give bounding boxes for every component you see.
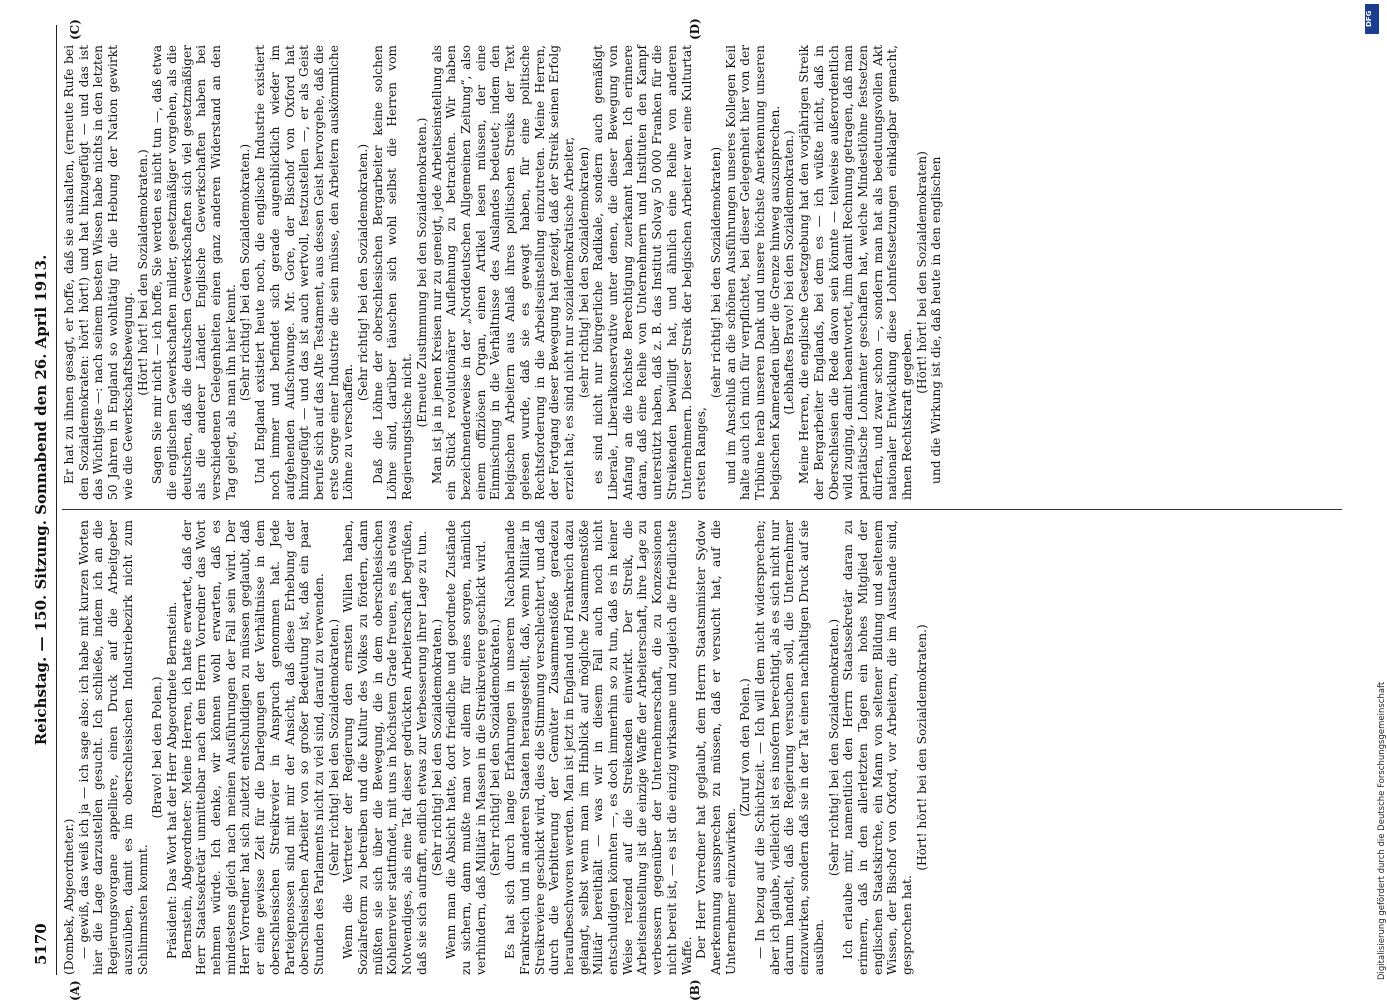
column-divider xyxy=(62,509,1342,510)
paragraph: — In bezug auf die Schichtzeit. — Ich will dem nicht widersprechen; aber ich glaube, vielleicht ist es insofern berechtigt, als es sich nicht nur darum handelt, daß die Regierung versuchen soll, die Unternehmer einzuwirken, sondern daß sie in der Tat einen nachhaltigen Druck auf sie ausüben. xyxy=(753,520,827,975)
margin-mark-b: (B) xyxy=(688,980,702,1001)
paragraph: und die Wirkung ist die, daß heute in den englischen xyxy=(929,45,944,500)
paragraph: Bernstein, Abgeordneter: Meine Herren, ich hatte erwartet, daß der Herr Staatssekretär unmittelbar nach dem Herrn Vorredner das Wort nehmen würde. Ich denke, wir können wohl erwarten, daß es mindestens gleich nach meinen Ausführungen der Fall sein wird. Der Herr Vorredner hat sich zuletzt entschuldigen zu müssen geglaubt, daß er eine gewisse Zeit für die Darlegungen der Verhältnisse in dem oberschlesischen Streikrevier in Anspruch genommen hat. Jede Parteigenossen sind mit mir der Ansicht, daß diese Erhebung der oberschlesischen Arbeiter von so großer Bedeutung ist, daß ein paar Stunden des Parlaments nicht zu viel sind, darauf zu verwenden. xyxy=(180,520,327,975)
header-rule xyxy=(56,25,57,975)
paragraph: Ich erlaube mir, namentlich den Herrn Staatssekretär daran zu erinnern, daß in den allerletzten Tagen ein hohes Mitglied der englischen Staatskirche, ein Mann von seltener Bildung und seltenem Wissen, der Bischof von Oxford, vor Arbeitern, die im Ausstande sind, gesprochen hat. xyxy=(841,520,915,975)
paragraph: Er hat zu ihnen gesagt, er hoffe, daß sie aushalten, (erneute Rufe bei den Sozialdemokraten: hört! hört!) und hat hinzugefügt — und das ist das Wichtigste —: nach seinem besten Wissen habe nichts in den letzten 50 Jahren in England so wohltätig für die Hebung der Nation gewirkt wie die Gewerkschaftsbewegung. xyxy=(62,45,136,500)
margin-mark-c: (C) xyxy=(68,19,82,40)
paragraph: und im Anschluß an die schönen Ausführungen unseres Kollegen Keil halte auch ich mich für verpflichtet, bei dieser Gelegenheit hier von der Tribüne herab unseren Dank und unsere höchste Anerkennung unseren belgischen Kameraden über die Grenze hinweg auszusprechen. xyxy=(724,45,783,500)
interjection: (Sehr richtig! bei den Sozialdemokraten.) xyxy=(827,520,842,975)
paragraph: Wenn man die Absicht hatte, dort friedliche und geordnete Zustände zu sichern, dann mußte man vor allem für eines sorgen, nämlich verhindern, daß Militär in Massen in die Streikreviere geschickt wird. xyxy=(444,520,488,975)
interjection: (Zuruf von den Polen.) xyxy=(738,520,753,975)
rotated-document xyxy=(28,25,1358,975)
dfg-logo: DFG xyxy=(1365,4,1379,34)
interjection: (sehr richtig! bei den Sozialdemokraten) xyxy=(577,45,592,500)
margin-mark-a: (A) xyxy=(68,980,82,1001)
interjection: (Sehr richtig! bei den Sozialdemokraten.) xyxy=(238,45,253,500)
interjection: (Erneute Zustimmung bei den Sozialdemokraten.) xyxy=(415,45,430,500)
paragraph: Es hat sich durch lange Erfahrungen in unserem Nachbarlande Frankreich und in anderen Staaten herausgestellt, daß, wenn Militär in Streikreviere geschickt wird, dies die Stimmung verschlechtert, und daß durch die Verbitterung der Gemüter Zusammenstöße geradezu heraufbeschworen werden. Man ist jetzt in England und Frankreich dazu gelangt, selbst wenn man im Hinblick auf mögliche Zusammenstöße Militär bereithält — was wir in diesem Fall auch noch nicht entschuldigen könnten —, es doch immerhin so zu tun, daß es in keiner Weise reizend auf die Streikenden einwirkt. Der Streik, die Arbeitseinstellung ist die einzige Waffe der Arbeiterschaft, ihre Lage zu verbessern gegenüber der Unternehmerschaft, die zu Konzessionen nicht bereit ist, — es ist die einzig wirksame und zugleich die friedlichste Waffe. xyxy=(503,520,694,975)
paragraph: Und England existiert heute noch, die englische Industrie existiert noch immer und befindet sich gerade augenblicklich wieder im aufgehenden Aufschwunge. Mr. Gore, der Bischof von Oxford hat hinzugefügt — und das ist auch wertvoll, festzustellen —, er als Geist berufe sich auf das Alte Testament, aus dessen Geist hervorgehe, daß die erste Sorge einer Industrie die sein müsse, den Arbeitern auskömmliche Löhne zu verschaffen. xyxy=(253,45,356,500)
paragraph: (Dombek, Abgeordneter.) xyxy=(62,520,77,975)
paragraph: Sagen Sie mir nicht — ich hoffe, Sie werden es nicht tun —, daß etwa die englischen Gewerkschaften milder, gesetzmäßiger vorgehen, als die deutschen, daß die deutschen Gewerkschaften sich viel gesetzmäßiger als die anderer Länder. Englische Gewerkschaften haben bei verschiedenen Gelegenheiten einen ganz anderen Widerstand an den Tag gelegt, als man ihn hier kennt. xyxy=(150,45,238,500)
interjection: (sehr richtig! bei den Sozialdemokraten) xyxy=(709,45,724,500)
paragraph: Daß die Löhne der oberschlesischen Bergarbeiter keine solchen Löhne sind, darüber täuschen sich wohl selbst die Herren vom Regierungstische nicht. xyxy=(371,45,415,500)
margin-mark-d: (D) xyxy=(688,18,702,40)
interjection: (Sehr richtig! bei den Sozialdemokraten.) xyxy=(356,45,371,500)
page-title: Reichstag. — 150. Sitzung. Sonnabend den 26. April 1913. xyxy=(32,35,50,965)
paragraph: Meine Herren, die englische Gesetzgebung hat den vorjährigen Streik der Bergarbeiter Englands, bei dem es — ich wüßte nicht, daß in Oberschlesien die Rede davon sein könnte — teilweise außerordentlich wild zuging, damit beantwortet, ihm damit Rechnung getragen, daß man paritätische Lohnämter geschaffen hat, welche Mindestlöhne festsetzen dürfen, und zwar schon —, sondern man hat als bedeutungsvollen Akt nationaler Entwicklung diese Lohnfestsetzungen einklagbar gemacht, ihnen Rechtskraft gegeben. xyxy=(797,45,915,500)
digitization-credit: Digitalisierung gefördert durch die Deutsche Forschungsgemeinschaft xyxy=(1377,0,1387,980)
paragraph: Man ist ja in jenen Kreisen nur zu geneigt, jede Arbeitseinstellung als ein Stück revolutionärer Auflehnung zu betrachten. Wir haben bezeichnenderweise in der „Norddeutschen Allgemeinen Zeitung“, also einem offiziösen Organ, einen Artikel lesen müssen, der eine Einmischung in die Verhältnisse des Auslandes bedeutet; indem den belgischen Arbeitern aus Anlaß ihres politischen Streiks der Text gelesen wurde, daß sie es gewagt haben, für eine politische Rechtsforderung in die Arbeitseinstellung einzutreten. Meine Herren, der Fortgang dieser Bewegung hat gezeigt, daß der Streik seinen Erfolg erzielt hat; es sind nicht nur sozialdemokratische Arbeiter, xyxy=(430,45,577,500)
interjection: (Sehr richtig! bei den Sozialdemokraten.) xyxy=(488,520,503,975)
interjection: (Bravo! bei den Polen.) xyxy=(150,520,165,975)
interjection: (Hört! hört! bei den Sozialdemokraten.) xyxy=(136,45,151,500)
page-number: 5170 xyxy=(32,923,50,965)
paragraph: Präsident: Das Wort hat der Herr Abgeordnete Bernstein. xyxy=(165,520,180,975)
page-header xyxy=(28,35,54,965)
interjection: (Sehr richtig! bei den Sozialdemokraten.) xyxy=(430,520,445,975)
paragraph: — gewiß, das weiß ich ja — ich sage also: ich habe mit kurzen Worten hier die Lage darzustellen gesucht. Ich schließe, indem ich an die Regierungsvorgane appelliere, einen Druck auf die Arbeitgeber auszuüben, damit es im oberschlesischen Industriebezirk nicht zum Schlimmsten kommt. xyxy=(77,520,151,975)
interjection: (Hört! hört! bei den Sozialdemokraten) xyxy=(915,45,930,500)
right-column xyxy=(62,45,944,500)
paragraph: es sind nicht nur bürgerliche Radikale, sondern auch gemäßigt Liberale, Liberalkonservative unter denen, die dieser Bewegung von Anfang an die höchste Berechtigung zuerkannt haben. Ich erinnere daran, daß eine Reihe von Unternehmern und Instituten den Kampf unterstützt haben, daß z. B. das Institut Solvay 50 000 Franken für die Streikenden bewilligt hat, und ähnlich eine Reihe von anderen Unternehmern. Dieser Streik der belgischen Arbeiter war eine Kulturtat ersten Ranges, xyxy=(591,45,709,500)
credit-sidebar xyxy=(1363,10,1377,990)
paragraph: Der Herr Vorredner hat geglaubt, dem Herrn Staatsminister Sydow Anerkennung aussprechen zu müssen, daß er versucht hat, auf die Unternehmer einzuwirken. xyxy=(694,520,738,975)
interjection: (Lebhaftes Bravo! bei den Sozialdemokraten.) xyxy=(782,45,797,500)
left-column xyxy=(62,520,929,975)
interjection: (Sehr richtig! bei den Sozialdemokraten.) xyxy=(327,520,342,975)
paragraph: Wenn die Vertreter der Regierung den ernsten Willen haben, Sozialreform zu betreiben und die Kultur des Volkes zu fördern, dann müßten sie sich über die Bewegung, die in dem oberschlesischen Kohlenrevier stattfindet, mit uns in höchstem Grade freuen, es als etwas Notwendiges, als eine Tat dieser gedrückten Arbeiterschaft begrüßen, daß sie sich aufrafft, endlich etwas zur Verbesserung ihrer Lage zu tun. xyxy=(341,520,429,975)
interjection: (Hört! hört! bei den Sozialdemokraten.) xyxy=(915,520,930,975)
